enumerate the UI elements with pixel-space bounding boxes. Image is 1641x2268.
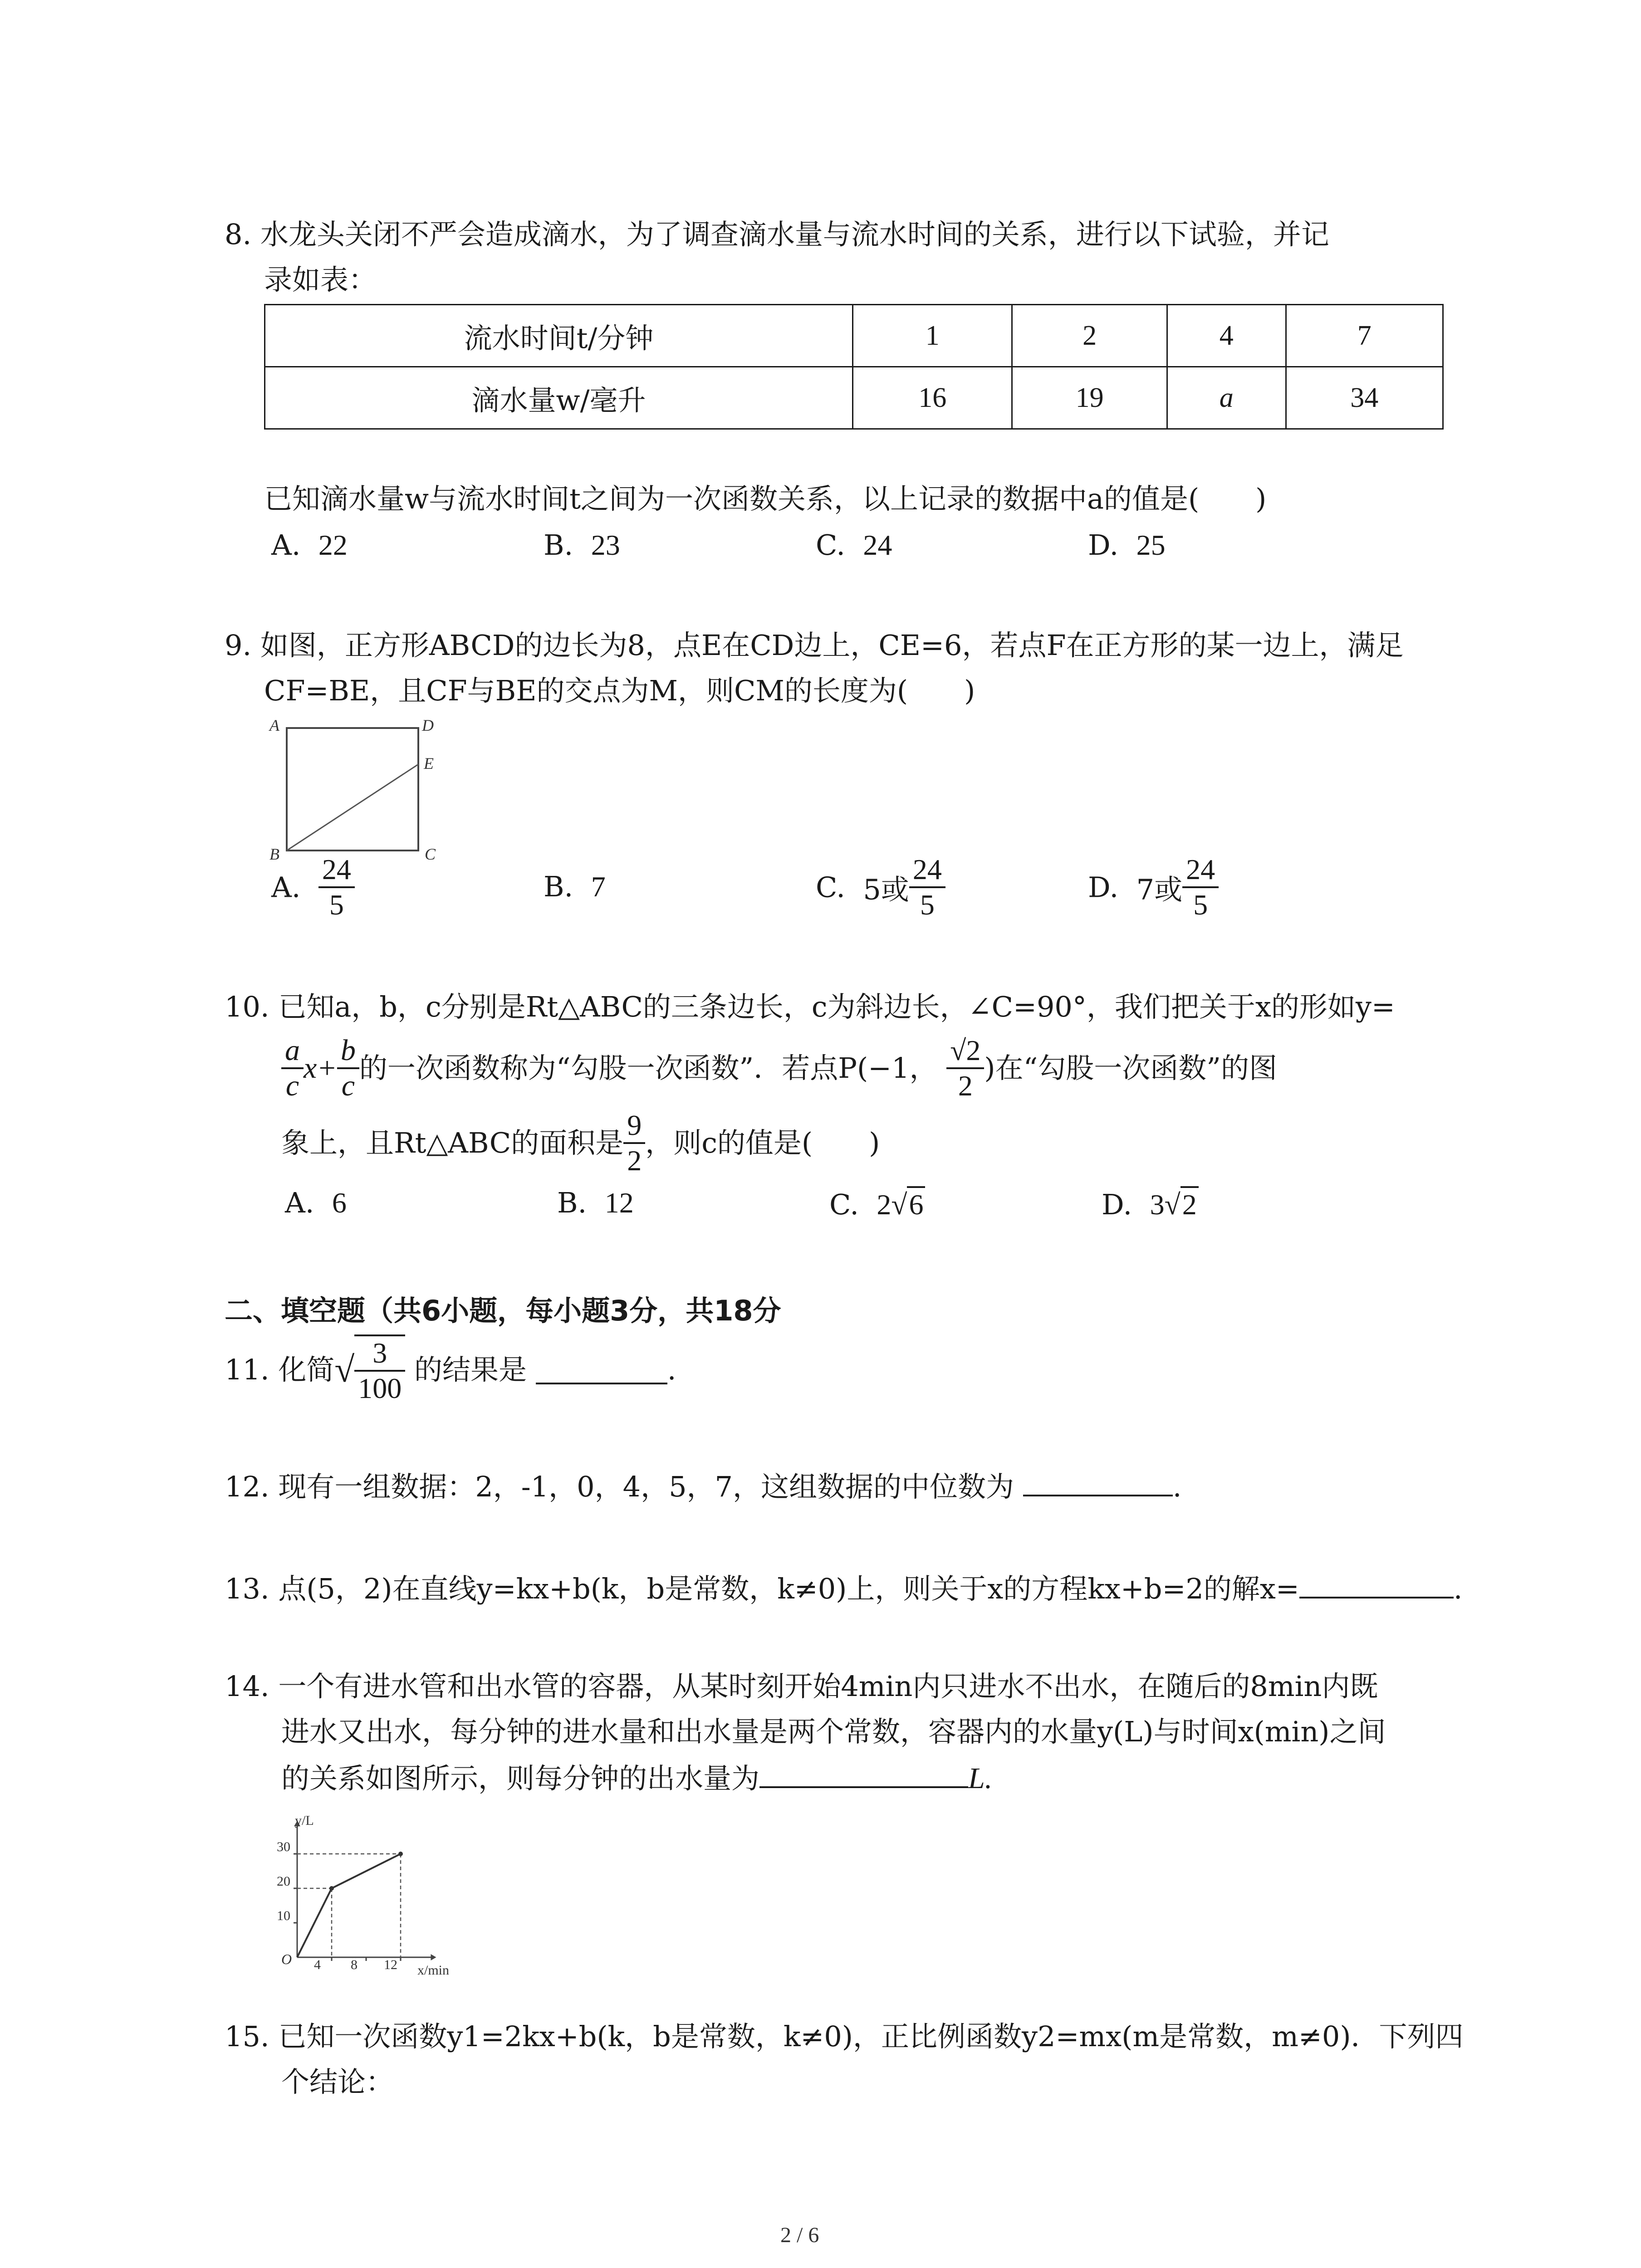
q9-option-c[interactable]: C. 5或 $\frac{24}{5}$ xyxy=(816,853,945,922)
q10-option-b[interactable]: B. 12 xyxy=(557,1186,634,1219)
q8-option-a[interactable]: A. 22 xyxy=(271,528,348,562)
table-row xyxy=(265,367,1443,429)
q9-option-b[interactable]: B. 7 xyxy=(544,870,606,903)
q12: 12. 现有一组数据：2，-1，0，4，5，7，这组数据的中位数为 . xyxy=(225,1467,1181,1505)
q13: 13. 点(5，2)在直线y=kx+b(k，b是常数，k≠0)上，则关于x的方程kx+b=2的解x= . xyxy=(225,1569,1463,1607)
answer-blank[interactable] xyxy=(759,1759,968,1788)
table-cell: 19 xyxy=(1012,367,1167,429)
q10-line3: 象上，且Rt△ABC的面积是 $\frac{9}{2}$ ，则c的值是( ) xyxy=(281,1109,880,1177)
answer-blank[interactable] xyxy=(536,1355,667,1384)
page-number: 2 / 6 xyxy=(780,2223,819,2247)
q8-line1: 8. 水龙头关闭不严会造成滴水，为了调查滴水量与流水时间的关系，进行以下试验，并记 xyxy=(225,218,1329,251)
q14-line3: 的关系如图所示，则每分钟的出水量为 L. xyxy=(281,1759,992,1797)
series-line xyxy=(297,1854,401,1957)
table-cell: 2 xyxy=(1012,305,1167,367)
q9-line1: 9. 如图，正方形ABCD的边长为8，点E在CD边上，CE=6，若点F在正方形的某一边上，满足 xyxy=(225,629,1404,662)
q10-option-a[interactable]: A. 6 xyxy=(285,1186,347,1219)
vertex-label-e: E xyxy=(424,754,434,772)
vertex-label-d: D xyxy=(422,716,434,734)
table-cell: 流水时间t/分钟 xyxy=(265,305,853,367)
q14-line2: 进水又出水，每分钟的进水量和出水量是两个常数，容器内的水量y(L)与时间x(min)之间 xyxy=(281,1715,1386,1748)
q9-line2: CF=BE，且CF与BE的交点为M，则CM的长度为( ) xyxy=(264,674,975,707)
answer-blank[interactable] xyxy=(1023,1467,1173,1496)
water-volume-graph xyxy=(259,1808,467,1984)
section-heading: 二、填空题（共6小题，每小题3分，共18分 xyxy=(225,1294,781,1327)
y-tick-label: 10 xyxy=(277,1908,290,1923)
x-axis-arrow xyxy=(431,1954,436,1960)
table-row xyxy=(265,305,1443,367)
y-tick-label: 30 xyxy=(277,1839,290,1854)
data-point xyxy=(329,1886,334,1891)
q8-line2: 录如表： xyxy=(264,263,377,296)
q15-line2: 个结论： xyxy=(281,2065,394,2098)
table-cell: 1 xyxy=(853,305,1012,367)
answer-blank[interactable] xyxy=(1299,1569,1454,1598)
q9-option-a[interactable]: A. $\frac{24}{5}$ xyxy=(271,853,355,922)
table-cell: 7 xyxy=(1286,305,1443,367)
q10-line2: $\frac{a}{c}$ x+ $\frac{b}{c}$ 的一次函数称为“勾股一次函数”．若点P(−1， $\frac{√2}{2}$ )在“勾股一次函数”的图 xyxy=(281,1032,1277,1103)
q8-option-c[interactable]: C. 24 xyxy=(816,528,892,562)
y-tick-label: 20 xyxy=(277,1874,290,1889)
segment-be xyxy=(287,764,418,850)
vertex-label-b: B xyxy=(269,845,279,863)
x-tick-label: 12 xyxy=(384,1957,397,1972)
q11: 11. 化简√ $\frac{3}{100}$ 的结果是 . xyxy=(225,1334,676,1405)
vertex-label-a: A xyxy=(269,716,279,734)
q15-line1: 15. 已知一次函数y1=2kx+b(k，b是常数，k≠0)，正比例函数y2=mx(m是常数，m≠0)．下列四 xyxy=(225,2020,1464,2053)
origin-label: O xyxy=(281,1951,292,1967)
square-figure xyxy=(263,714,445,864)
data-table xyxy=(264,304,1444,430)
square-abcd xyxy=(287,728,418,850)
table-cell: 16 xyxy=(853,367,1012,429)
q10-line1: 10. 已知a，b，c分别是Rt△ABC的三条边长，c为斜边长，∠C=90°，我们把关于x的形如y= xyxy=(225,990,1395,1023)
table-cell: a xyxy=(1167,367,1286,429)
x-tick-label: 4 xyxy=(314,1957,321,1972)
q8-option-d[interactable]: D. 25 xyxy=(1088,528,1166,562)
q9-option-d[interactable]: D. 7或 $\frac{24}{5}$ xyxy=(1088,853,1219,922)
y-axis-label: y/L xyxy=(295,1813,314,1828)
q14-line1: 14. 一个有进水管和出水管的容器，从某时刻开始4min内只进水不出水，在随后的8min内既 xyxy=(225,1670,1378,1703)
table-cell: 滴水量w/毫升 xyxy=(265,367,853,429)
vertex-label-c: C xyxy=(425,845,436,863)
table-cell: 4 xyxy=(1167,305,1286,367)
q10-option-d[interactable]: D. 3√2 xyxy=(1102,1186,1199,1222)
x-tick-label: 8 xyxy=(351,1957,358,1972)
q8-stem: 已知滴水量w与流水时间t之间为一次函数关系，以上记录的数据中a的值是( ) xyxy=(264,482,1267,515)
table-cell: 34 xyxy=(1286,367,1443,429)
q10-option-c[interactable]: C. 2√6 xyxy=(829,1186,925,1222)
q8-option-b[interactable]: B. 23 xyxy=(544,528,620,562)
data-point xyxy=(398,1852,403,1856)
x-axis-label: x/min xyxy=(417,1963,450,1978)
